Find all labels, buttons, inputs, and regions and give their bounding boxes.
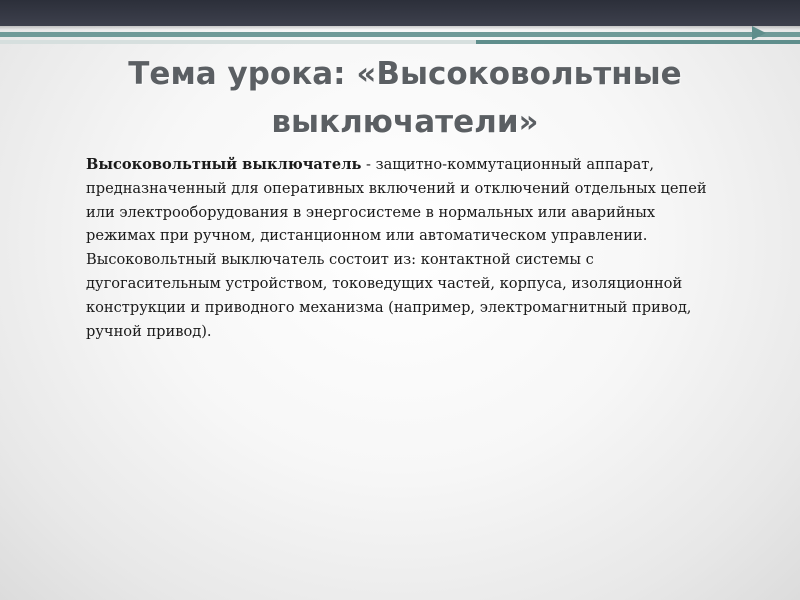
slide-body [86,153,726,343]
header-band-shadow [0,26,800,30]
accent-bar-right [476,40,800,44]
slide-title: Тема урока: «Высоковольтные выключатели» [128,56,682,140]
definition-term: Высоковольтный выключатель [86,156,362,173]
definition-text: - защитно-коммутационный аппарат, предназначенный для оперативных включений и отключений отдельных цепей или электрооборудования в энергосистеме в нормальных или аварийных режимах при ручном, дистанционном или автоматическом управлении. Высоковольтный выключатель состоит из: контактной системы с дугогасительным устройством, токоведущих частей, корпуса, изоляционной конструкции и приводного механизма (например, электромагнитный привод, ручной привод). [86,156,707,340]
accent-bar-light [0,40,476,44]
header-band [0,0,800,26]
accent-bar-top [0,32,800,37]
corner-arrow-icon [752,26,766,40]
